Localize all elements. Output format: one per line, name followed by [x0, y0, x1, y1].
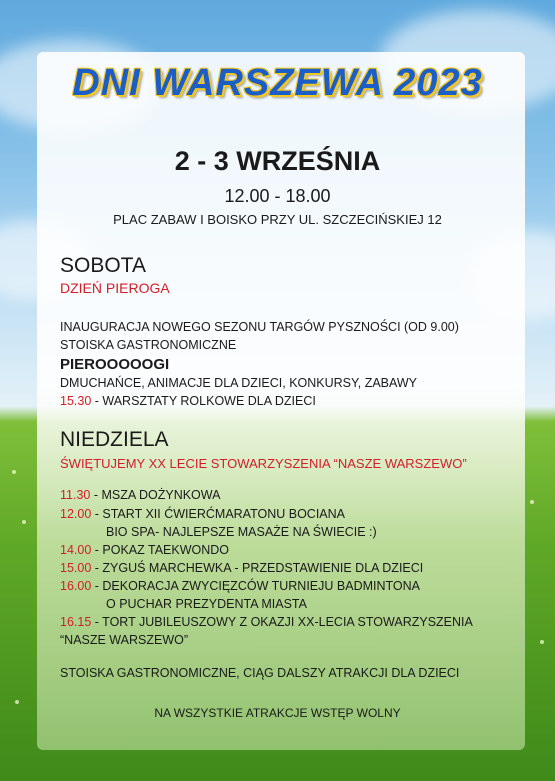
item-time: 14.00	[60, 543, 92, 557]
sunday-item-continuation: BIO SPA- NAJLEPSZE MASAŻE NA ŚWIECIE :)	[106, 525, 377, 539]
saturday-heading: SOBOTA	[60, 254, 146, 277]
sunday-subtitle: ŚWIĘTUJEMY XX LECIE STOWARZYSZENIA “NASZE WARSZEWO”	[60, 456, 467, 471]
saturday-line: INAUGURACJA NOWEGO SEZONU TARGÓW PYSZNOŚCI (OD 9.00)	[60, 320, 459, 334]
sunday-item	[60, 543, 229, 557]
saturday-subtitle: DZIEŃ PIEROGA	[60, 280, 170, 296]
poster-title: DNI WARSZEWA 2023	[72, 62, 483, 104]
dandelion	[540, 640, 544, 644]
event-hours: 12.00 - 18.00	[224, 186, 331, 206]
item-text: - START XII ĆWIERĆMARATONU BOCIANA	[91, 507, 346, 521]
saturday-line-highlight: PIEROOOOOGI	[60, 356, 170, 373]
item-text: - POKAZ TAEKWONDO	[91, 543, 230, 557]
item-time: 16.15	[60, 615, 92, 629]
saturday-line: DMUCHAŃCE, ANIMACJE DLA DZIECI, KONKURSY, ZABAWY	[60, 376, 418, 390]
saturday-item	[60, 394, 316, 408]
saturday-line: STOISKA GASTRONOMICZNE	[60, 338, 237, 352]
sunday-item	[60, 561, 423, 575]
sunday-heading: NIEDZIELA	[60, 428, 169, 451]
sunday-footer: STOISKA GASTRONOMICZNE, CIĄG DALSZY ATRAKCJI DLA DZIECI	[60, 666, 460, 680]
sunday-item-continuation: “NASZE WARSZEWO”	[60, 633, 189, 647]
sunday-item-continuation: O PUCHAR PREZYDENTA MIASTA	[106, 597, 307, 611]
dandelion	[530, 500, 534, 504]
sunday-item	[60, 579, 420, 593]
item-text: - TORT JUBILEUSZOWY Z OKAZJI XX-LECIA STOWARZYSZENIA	[91, 615, 473, 629]
item-text: - WARSZTATY ROLKOWE DLA DZIECI	[91, 394, 316, 408]
sunday-item	[60, 507, 345, 521]
item-text: - ZYGUŚ MARCHEWKA - PRZEDSTAWIENIE DLA DZIECI	[91, 561, 424, 575]
item-text: - MSZA DOŻYNKOWA	[90, 488, 221, 502]
item-text: - DEKORACJA ZWYCIĘZCÓW TURNIEJU BADMINTONA	[91, 579, 421, 593]
free-entry-note: NA WSZYSTKIE ATRAKCJE WSTĘP WOLNY	[154, 706, 401, 720]
dandelion	[22, 520, 26, 524]
sunday-item	[60, 488, 220, 502]
item-time: 12.00	[60, 507, 92, 521]
item-time: 15.00	[60, 561, 92, 575]
item-time: 11.30	[60, 488, 91, 502]
dandelion	[12, 470, 16, 474]
event-place: PLAC ZABAW I BOISKO PRZY UL. SZCZECIŃSKIEJ 12	[113, 212, 442, 227]
item-time: 15.30	[60, 394, 92, 408]
event-dates: 2 - 3 WRZEŚNIA	[174, 146, 381, 176]
dandelion	[15, 700, 19, 704]
sunday-item	[60, 615, 473, 629]
item-time: 16.00	[60, 579, 92, 593]
